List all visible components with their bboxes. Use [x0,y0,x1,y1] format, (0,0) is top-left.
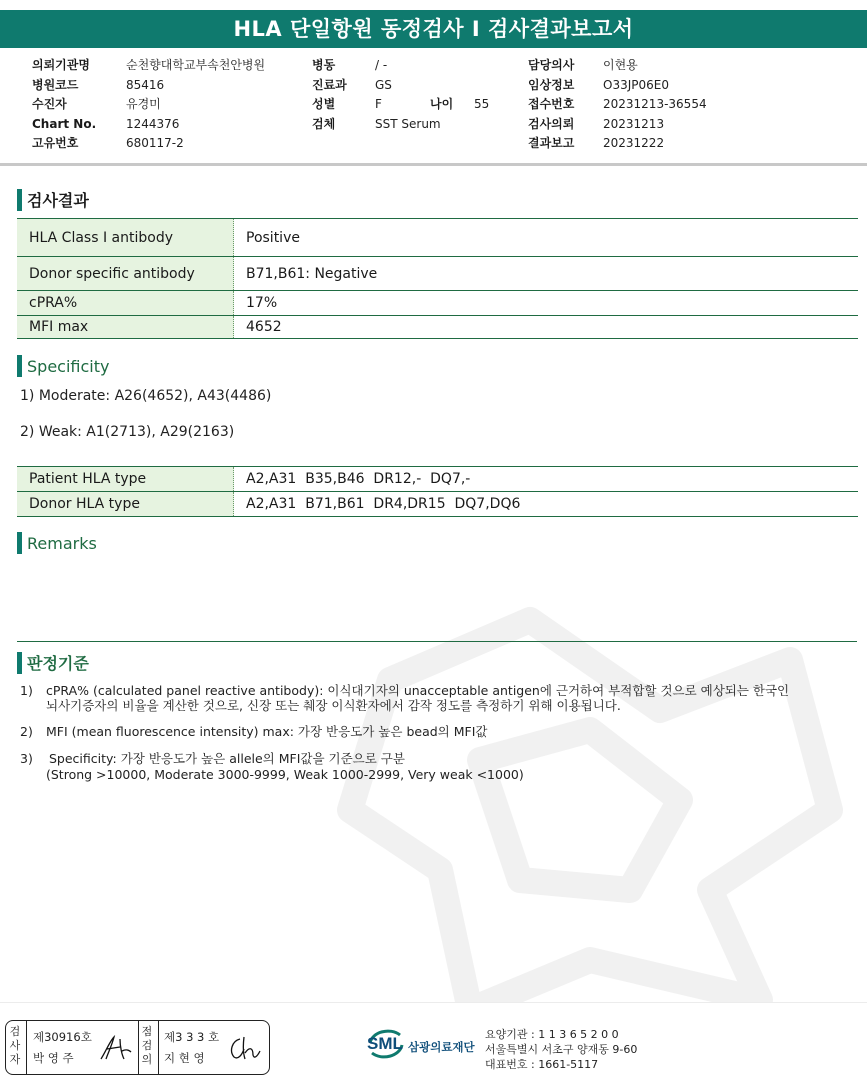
result-name: cPRA% [17,291,234,316]
institution-address: 서울특별시 서초구 양재동 9-60 [485,1043,638,1056]
specificity-heading: Specificity [17,357,109,377]
label-report-date: 결과보고 [528,136,575,150]
reviewer-signature [226,1033,262,1063]
table-row [17,492,858,517]
result-value: 4652 [246,319,282,335]
label-chart-no: Chart No. [32,116,97,131]
criteria-line: (Strong >10000, Moderate 3000-9999, Weak 1000-2999, Very weak <1000) [46,767,524,782]
table-row [17,467,858,492]
institution-code: 요양기관 : 1 1 3 6 5 2 0 0 [485,1028,619,1041]
result-name: Donor specific antibody [17,257,234,291]
value-ward: / - [375,58,388,72]
result-value: Positive [246,229,300,246]
value-doctor: 이현용 [603,58,638,72]
label-age: 나이 [430,97,454,111]
table-row [17,219,858,257]
label-ward: 병동 [312,58,336,72]
table-row [17,257,858,291]
divider [138,1021,139,1074]
examiner-signature [98,1033,134,1063]
reviewer-label: 점검의 [141,1025,153,1066]
label-doctor: 담당의사 [528,58,575,72]
divider [26,1021,27,1074]
value-sex: F [375,97,382,111]
value-unique-no: 680117-2 [126,136,184,150]
examiner-name: 박 영 주 [33,1051,74,1065]
result-name: MFI max [17,316,234,339]
label-sex: 성별 [312,97,336,111]
value-chart-no: 1244376 [126,116,180,131]
institution-phone: 대표번호 : 1661-5117 [485,1058,599,1071]
header-info-col3 [528,56,707,154]
value-receipt-no: 20231213-36554 [603,97,707,111]
result-name: HLA Class I antibody [17,219,234,257]
institution-info [485,1027,637,1072]
hla-type-table [17,466,858,517]
criteria-num: 3) [20,751,33,766]
remarks-heading: Remarks [17,534,97,554]
label-request-date: 검사의뢰 [528,116,575,131]
header-divider [0,163,867,166]
reviewer-name: 지 현 영 [164,1051,205,1065]
criteria-line: Specificity: 가장 반응도가 높은 allele의 MFI값을 기준으로 구분 [49,751,405,766]
foundation-name: 삼광의료재단 [408,1040,475,1054]
label-receipt-no: 접수번호 [528,97,575,111]
label-hospital-code: 병원코드 [32,77,79,92]
value-age: 55 [474,97,490,111]
report-title: HLA 단일항원 동정검사 I 검사결과보고서 [0,10,867,48]
results-table [17,218,858,339]
value-patient: 유경미 [126,97,161,111]
logo-text: SML [367,1034,403,1053]
criteria-line: cPRA% (calculated panel reactive antibody): 이식대기자의 unacceptable antigen에 근거하여 부적합할 것으로 예상되는 한국인 [46,683,790,698]
remarks-divider [17,641,857,642]
label-clinical-info: 임상정보 [528,77,575,92]
label-specimen: 검체 [312,116,336,131]
criteria-num: 1) [20,683,33,698]
label-institution: 의뢰기관명 [32,58,90,72]
examiner-label: 검사자 [9,1025,21,1066]
value-report-date: 20231222 [603,136,665,150]
header-info-col1 [32,56,265,154]
reviewer-license: 제3 3 3 호 [164,1030,220,1044]
criteria-num: 2) [20,724,33,739]
table-row [17,291,858,316]
hla-type-name: Patient HLA type [17,467,234,492]
criteria-line: 뇌사기증자의 비율을 계산한 것으로, 신장 또는 췌장 이식환자에서 감작 정도를 측정하기 위해 이용됩니다. [46,698,621,713]
signature-box [5,1020,270,1075]
label-patient: 수진자 [32,97,67,111]
value-request-date: 20231213 [603,116,665,131]
value-clinical-info: O33JP06E0 [603,77,669,92]
table-row [17,316,858,339]
value-specimen: SST Serum [375,116,441,131]
criteria-line: MFI (mean fluorescence intensity) max: 가장 반응도가 높은 bead의 MFI값 [46,724,488,739]
hla-type-value: A2,A31 B71,B61 DR4,DR15 DQ7,DQ6 [246,496,521,512]
divider [158,1021,159,1074]
specificity-line: 2) Weak: A1(2713), A29(2163) [20,424,235,440]
background-watermark [330,560,867,1020]
value-institution: 순천향대학교부속천안병원 [126,58,266,72]
examiner-license: 제30916호 [33,1030,92,1044]
value-department: GS [375,77,392,92]
hla-type-value: A2,A31 B35,B46 DR12,- DQ7,- [246,471,471,487]
results-heading: 검사결과 [17,188,89,211]
result-value: B71,B61: Negative [246,265,378,282]
label-department: 진료과 [312,77,347,92]
hla-type-name: Donor HLA type [17,492,234,517]
label-unique-no: 고유번호 [32,136,79,150]
specificity-line: 1) Moderate: A26(4652), A43(4486) [20,388,272,404]
result-value: 17% [246,295,278,311]
value-hospital-code: 85416 [126,77,165,92]
criteria-heading: 판정기준 [17,651,89,674]
header-info-col2 [312,56,489,134]
